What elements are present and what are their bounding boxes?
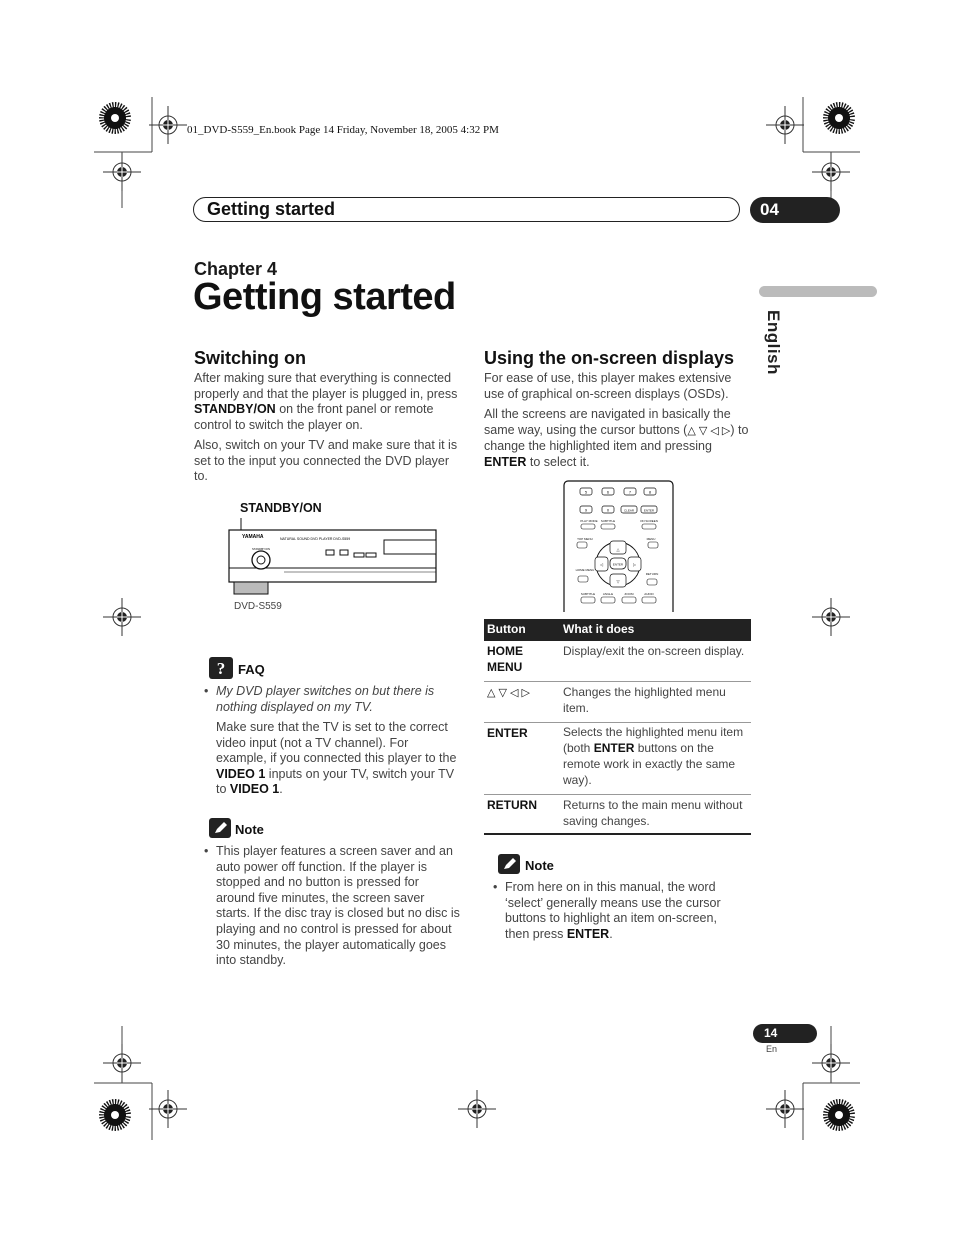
crosshair-icon	[103, 598, 141, 636]
svg-text:MENU: MENU	[646, 537, 656, 541]
paragraph: For ease of use, this player makes extensive use of graphical on-screen displays (OSDs).	[484, 371, 732, 401]
header-title: Getting started	[207, 199, 336, 219]
dvd-player-illustration	[224, 512, 439, 602]
bullet-marker: •	[204, 844, 209, 858]
table-row-divider	[484, 794, 751, 795]
faq-icon	[209, 657, 233, 679]
crosshair-icon	[812, 1044, 850, 1082]
crosshair-icon	[458, 1090, 496, 1128]
crosshair-icon	[149, 1090, 187, 1128]
table-cell-desc: Display/exit the on-screen display.	[563, 644, 745, 658]
svg-text:PLAY MODE: PLAY MODE	[580, 519, 598, 523]
svg-text:AUDIO: AUDIO	[644, 592, 654, 596]
svg-text:?: ?	[216, 659, 226, 678]
table-cell-button: ENTER	[487, 726, 528, 740]
figure-callout-label: STANDBY/ON	[240, 501, 322, 515]
table-row-divider	[484, 722, 751, 723]
crosshair-icon	[103, 153, 141, 191]
svg-text:8: 8	[648, 489, 652, 495]
section-heading-osd: Using the on-screen displays	[484, 348, 735, 368]
crosshair-icon	[812, 598, 850, 636]
bullet-marker: •	[493, 880, 498, 894]
star-mark-icon	[823, 102, 855, 134]
table-header	[484, 619, 751, 641]
note-label: Note	[525, 858, 554, 873]
crosshair-icon	[766, 106, 804, 144]
svg-text:ON SCREEN: ON SCREEN	[640, 519, 658, 523]
table-row-divider	[484, 681, 751, 682]
svg-text:ENTER: ENTER	[643, 508, 655, 513]
print-info: 01_DVD-S559_En.book Page 14 Friday, November 18, 2005 4:32 PM	[187, 124, 499, 136]
chapter-label: Chapter 4	[194, 259, 278, 279]
svg-text:7: 7	[628, 489, 632, 495]
page-title: Getting started	[193, 276, 456, 318]
chapter-number-badge: 04	[750, 197, 840, 223]
svg-text:TOP MENU: TOP MENU	[577, 537, 593, 541]
svg-text:ANGLE: ANGLE	[602, 592, 614, 596]
svg-text:△: △	[616, 547, 620, 552]
paragraph: Also, switch on your TV and make sure that it is set to the input you connected the DVD player to.	[194, 438, 458, 484]
note-icon	[498, 854, 520, 874]
svg-text:CLEAR: CLEAR	[623, 508, 635, 513]
table-cell-button: RETURN	[487, 798, 537, 812]
section-heading-switching-on: Switching on	[194, 348, 306, 368]
cursor-arrows-icon: △ ▽ ◁ ▷	[687, 424, 731, 437]
svg-text:6: 6	[606, 489, 610, 495]
column-header-button: Button	[487, 622, 526, 636]
front-panel-text: NATURAL SOUND DVD PLAYER DVD-S559	[280, 537, 351, 541]
svg-text:◁: ◁	[599, 562, 604, 567]
faq-label: FAQ	[238, 662, 265, 677]
note-icon	[209, 818, 231, 838]
svg-text:ZOOM: ZOOM	[624, 592, 634, 596]
figure-caption: DVD-S559	[234, 601, 282, 612]
svg-text:HOME MENU: HOME MENU	[575, 568, 595, 572]
table-cell-desc: Returns to the main menu without saving changes.	[563, 798, 743, 828]
note-text: From here on in this manual, the word ‘select’ generally means use the cursor buttons to highlight an item on-screen, then press ENTER.	[505, 880, 721, 941]
note-text: This player features a screen saver and an auto power off function. If the player is stopped and no button is pressed for around five minutes, the screen saver starts. If the disc tray is closed but no disc is playing and no control is pressed for about 30 minutes, the player automatically goes into standby.	[216, 844, 460, 968]
crosshair-icon	[149, 106, 187, 144]
side-tab-bar	[759, 286, 877, 297]
table-bottom-rule	[484, 833, 751, 835]
crosshair-icon	[766, 1090, 804, 1128]
remote-control-illustration	[563, 480, 675, 612]
table-cell-desc: Selects the highlighted menu item (both ENTER buttons on the remote work in exactly the same way).	[563, 725, 744, 787]
svg-text:▽: ▽	[616, 579, 620, 584]
svg-text:SUBTITLE: SUBTITLE	[580, 592, 596, 596]
svg-text:ENTER: ENTER	[612, 562, 624, 567]
note-label: Note	[235, 822, 264, 837]
star-mark-icon	[823, 1099, 855, 1131]
table-cell-button: HOME MENU	[487, 644, 523, 674]
standby-label: STANDBY/ON	[252, 547, 270, 551]
svg-text:▷: ▷	[632, 562, 637, 567]
star-mark-icon	[99, 1099, 131, 1131]
brand-logo: YAMAHA	[242, 534, 264, 540]
crosshair-icon	[812, 153, 850, 191]
faq-answer: Make sure that the TV is set to the correct video input (not a TV channel). For example, if you connected this player to the VIDEO 1 inputs on your TV, switch your TV to VIDEO 1.	[216, 720, 457, 797]
cursor-arrows-icon: △ ▽ ◁ ▷	[487, 687, 531, 699]
language-tab: English	[764, 310, 783, 375]
svg-text:9: 9	[584, 507, 588, 513]
page-language: En	[766, 1044, 778, 1054]
svg-text:0: 0	[606, 507, 610, 513]
star-mark-icon	[99, 102, 131, 134]
faq-question: My DVD player switches on but there is nothing displayed on my TV.	[216, 684, 435, 714]
paragraph: After making sure that everything is connected properly and that the player is plugged in, press STANDBY/ON on the front panel or remote control to switch the player on.	[194, 371, 458, 432]
crosshair-icon	[103, 1044, 141, 1082]
column-header-what-it-does: What it does	[563, 622, 635, 636]
svg-text:SUBTITLE: SUBTITLE	[600, 519, 616, 523]
svg-text:RETURN: RETURN	[645, 572, 659, 576]
paragraph: All the screens are navigated in basically the same way, using the cursor buttons (△ ▽ ◁ ▷) to change the highlighted item and pressing ENTER to select it.	[484, 407, 749, 469]
svg-text:5: 5	[584, 489, 588, 495]
page-number: 14	[753, 1024, 817, 1043]
table-cell-desc: Changes the highlighted menu item.	[563, 685, 726, 715]
bullet-marker: •	[204, 684, 209, 698]
